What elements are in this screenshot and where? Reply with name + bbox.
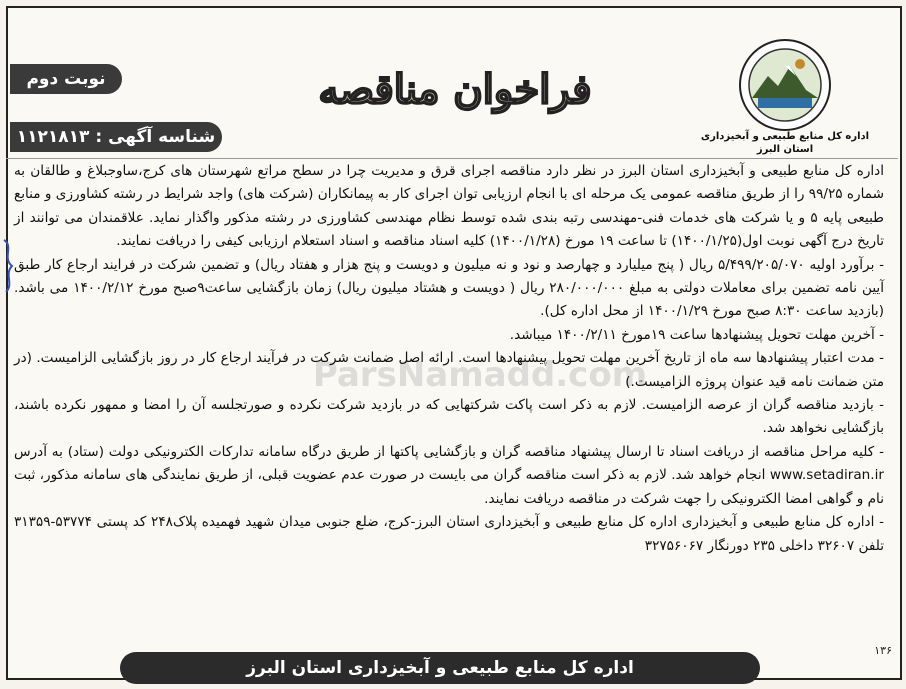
paragraph-estimate: - برآورد اولیه ۵/۴۹۹/۲۰۵/۰۷۰ ریال ( پنج میلیارد و چهارصد و نود و نه میلیون و دویست و پنج هزار و هفتاد ریال) و تضمین شرکت در فرایند ارجاع کار طبق آیین نامه تضمین برای معاملات دولتی به مبلغ ۲۸۰/۰۰۰/۰۰۰ ریال ( دویست و هشتاد میلیون ریال) زمان بازگشایی ساعت۹صبح مورخ ۱۴۰۰/۲/۱۲ می باشد.(بازدید ساعت ۸:۳۰ صبح مورخ ۱۴۰۰/۱/۲۹ از محل اداره کل). [14,256,884,320]
natural-resources-logo-icon [738,38,832,132]
header-divider [6,158,898,159]
org-name-line1: اداره کل منابع طبیعی و آبخیزداری [700,131,870,142]
org-name-small [690,130,880,156]
notice-body [14,160,884,650]
ad-id-badge: شناسه آگهی : ۱۱۲۱۸۱۳ [10,122,222,152]
paragraph-setad: - کلیه مراحل مناقصه از دریافت اسناد تا ارسال پیشنهاد مناقصه گران و بازگشایی پاکتها از طریق درگاه سامانه تدارکات الکترونیکی دولت (ستاد) به آدرس www.setadiran.ir انجام خواهد شد. لازم به ذکر است مناقصه گران می بایست در صورت عدم عضویت قبلی، از طریق نمایندگی های سامانه مذکور، ثبت نام و گواهی امضا الکترونیکی را جهت شرکت در مناقصه دریافت نمایند. [14,443,884,507]
paragraph-validity: - مدت اعتبار پیشنهادها سه ماه از تاریخ آخرین مهلت تحویل پیشنهادها است. ارائه اصل ضمانت شرکت در فرآیند ارجاع کار در روز بازگشایی الزامیست. (در متن ضمانت نامه قید عنوان پروژه الزامیست.) [14,350,884,390]
footer-banner: اداره کل منابع طبیعی و آبخیزداری استان البرز [120,652,760,684]
org-name-line2: استان البرز [756,144,814,155]
round-badge: نوبت دوم [10,64,122,94]
paragraph-site-visit: - بازدید مناقصه گران از عرصه الزامیست. لازم به ذکر است پاکت شرکتهایی که در بازدید شرکت نکرده و صورتجلسه آن را امضا و ممهور نکرده باشند، بازگشایی نخواهد شد. [14,397,884,437]
watermark: ParsNamadd.com [312,355,648,395]
paragraph-intro: اداره کل منابع طبیعی و آبخیزداری استان البرز در نظر دارد مناقصه اجرای قرق و مدیریت چرا در سطح مراتع شهرستان های کرج،ساوجبلاغ و طالقان به شماره ۹۹/۲۵ را از طریق مناقصه عمومی یک مرحله ای با انجام ارزیابی توان اجرای کار به پیمانکاران (شرکت های) واجد شرایط در رشته کشاورزی و منابع طبیعی پایه ۵ و یا شرکت های خدمات فنی-مهندسی رتبه بندی شده توسط نظام مهندسی کشاورزی در رشته مذکور واگذار نماید. علاقمندان می توانند از تاریخ درج آگهی نوبت اول(۱۴۰۰/۱/۲۵) تا ساعت ۱۹ مورخ (۱۴۰۰/۱/۲۸) کلیه اسناد مناقصه و اسناد استعلام ارزیابی کیفی را دریافت نمایند. [14,163,884,250]
page-title: فراخوان مناقصه [318,66,592,113]
page-number: ۱۳۶ [874,644,892,657]
paragraph-address: - اداره کل منابع طبیعی و آبخیزداری اداره کل منابع طبیعی و آبخیزداری استان البرز-کرج، ضلع جنوبی میدان شهید فهمیده پلاک۲۴۸ کد پستی ۵۳۷۷۴-۳۱۳۵۹ تلفن ۳۲۶۰۷ داخلی ۲۳۵ دورنگار ۳۲۷۵۶۰۶۷ [14,514,884,554]
paragraph-deadline: - آخرین مهلت تحویل پیشنهادها ساعت ۱۹مورخ ۱۴۰۰/۲/۱۱ میباشد. [509,326,884,343]
